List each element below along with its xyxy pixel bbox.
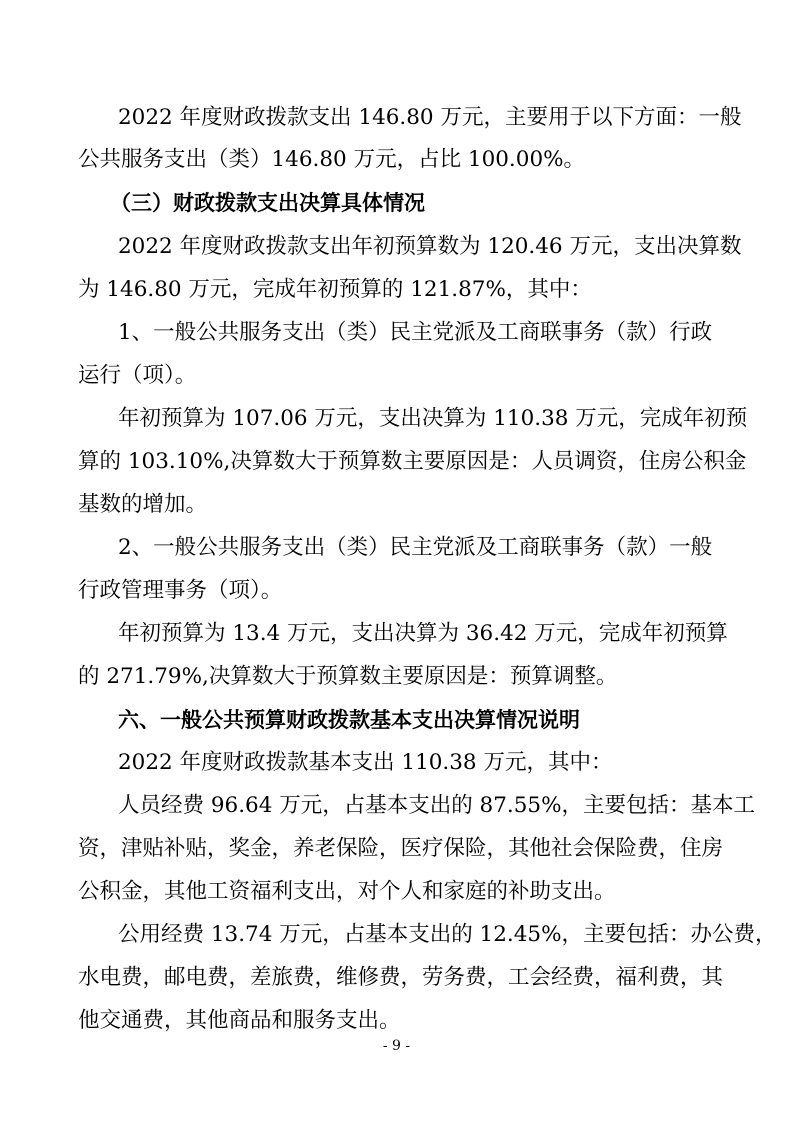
paragraph-line: 他交通费，其他商品和服务支出。 xyxy=(78,1008,401,1033)
paragraph-line: 公积金，其他工资福利支出，对个人和家庭的补助支出。 xyxy=(78,879,616,904)
paragraph-line: 1、一般公共服务支出（类）民主党派及工商联事务（款）行政 xyxy=(118,320,713,345)
paragraph-line: 资，津贴补贴，奖金，养老保险，医疗保险，其他社会保险费，住房 xyxy=(78,836,724,861)
paragraph-line: 公共服务支出（类）146.80 万元，占比 100.00%。 xyxy=(78,147,586,172)
paragraph-line: 年初预算为 107.06 万元，支出决算为 110.38 万元，完成年初预 xyxy=(118,406,748,431)
paragraph-line: 运行（项）。 xyxy=(78,363,197,388)
paragraph-line: 2、一般公共服务支出（类）民主党派及工商联事务（款）一般 xyxy=(118,535,713,560)
paragraph-line: 为 146.80 万元，完成年初预算的 121.87%，其中： xyxy=(78,277,592,302)
paragraph-line: 年初预算为 13.4 万元，支出决算为 36.42 万元，完成年初预算 xyxy=(118,621,728,646)
paragraph-line: 2022 年度财政拨款基本支出 110.38 万元，其中： xyxy=(118,750,613,775)
paragraph-line: 人员经费 96.64 万元，占基本支出的 87.55%，主要包括：基本工 xyxy=(118,793,756,818)
paragraph-line: 的 271.79%,决算数大于预算数主要原因是：预算调整。 xyxy=(78,664,618,689)
section-subheading: （三）财政拨款支出决算具体情况 xyxy=(110,191,425,215)
paragraph-line: 2022 年度财政拨款支出 146.80 万元，主要用于以下方面：一般 xyxy=(118,105,742,130)
page-number: - 9 - xyxy=(382,1038,411,1054)
paragraph-line: 2022 年度财政拨款支出年初预算数为 120.46 万元，支出决算数 xyxy=(118,234,742,259)
section-heading: 六、一般公共预算财政拨款基本支出决算情况说明 xyxy=(118,708,580,732)
paragraph-line: 算的 103.10%,决算数大于预算数主要原因是：人员调资，住房公积金 xyxy=(78,449,747,474)
paragraph-line: 公用经费 13.74 万元，占基本支出的 12.45%，主要包括：办公费， xyxy=(118,922,777,947)
paragraph-line: 基数的增加。 xyxy=(78,492,208,517)
paragraph-line: 水电费，邮电费，差旅费，维修费，劳务费，工会经费，福利费，其 xyxy=(78,965,724,990)
paragraph-line: 行政管理事务（项）。 xyxy=(78,578,283,603)
